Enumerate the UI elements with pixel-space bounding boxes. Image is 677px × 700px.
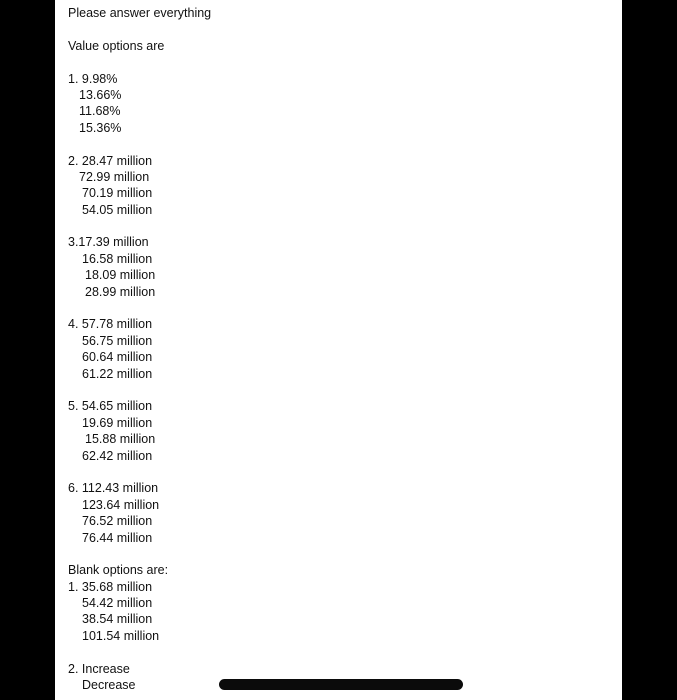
blank-option-group-1 xyxy=(68,579,622,645)
option-line: 56.75 million xyxy=(82,333,153,348)
value-option-group-3 xyxy=(68,234,622,300)
option-line: 11.68% xyxy=(79,104,121,119)
option-line: 76.52 million xyxy=(82,514,153,529)
option-line: 70.19 million xyxy=(82,186,153,201)
option-line: 76.44 million xyxy=(82,530,153,545)
option-line: 28.99 million xyxy=(85,284,156,299)
option-first-line: 2. 28.47 million xyxy=(68,153,153,168)
option-line: 38.54 million xyxy=(82,612,153,627)
option-first-line: 1. 35.68 million xyxy=(68,579,153,594)
home-indicator-bar[interactable] xyxy=(219,679,463,690)
option-first-line: 5. 54.65 million xyxy=(68,399,153,414)
option-first-line: 1. 9.98% xyxy=(68,71,118,86)
option-line: 54.05 million xyxy=(82,202,153,217)
option-first-line: 3.17.39 million xyxy=(68,235,149,250)
blank-options-heading: Blank options are: xyxy=(68,563,169,578)
option-line: 13.66% xyxy=(79,87,122,102)
value-option-group-6 xyxy=(68,480,622,546)
option-line: 18.09 million xyxy=(85,268,156,283)
option-line: 62.42 million xyxy=(82,448,153,463)
question-text xyxy=(68,5,622,693)
option-line: 61.22 million xyxy=(82,366,153,381)
option-line: 72.99 million xyxy=(79,169,150,184)
option-line: 123.64 million xyxy=(82,497,160,512)
option-line: 19.69 million xyxy=(82,415,153,430)
request-line: Please answer everything xyxy=(68,6,212,20)
option-first-line: 4. 57.78 million xyxy=(68,317,153,332)
option-line: 54.42 million xyxy=(82,596,153,611)
option-first-line: 6. 112.43 million xyxy=(68,481,159,496)
option-line: Decrease xyxy=(82,678,136,693)
value-options-heading: Value options are xyxy=(68,38,165,53)
value-option-group-4 xyxy=(68,316,622,382)
value-option-group-5 xyxy=(68,398,622,464)
value-option-group-2 xyxy=(68,153,622,219)
option-line: 101.54 million xyxy=(82,628,160,643)
option-line: 15.36% xyxy=(79,120,122,135)
option-line: 60.64 million xyxy=(82,350,153,365)
option-line: 15.88 million xyxy=(85,432,156,447)
option-first-line: 2. Increase xyxy=(68,661,130,676)
option-line: 16.58 million xyxy=(82,251,153,266)
document-page xyxy=(55,0,622,700)
value-option-group-1 xyxy=(68,71,622,137)
